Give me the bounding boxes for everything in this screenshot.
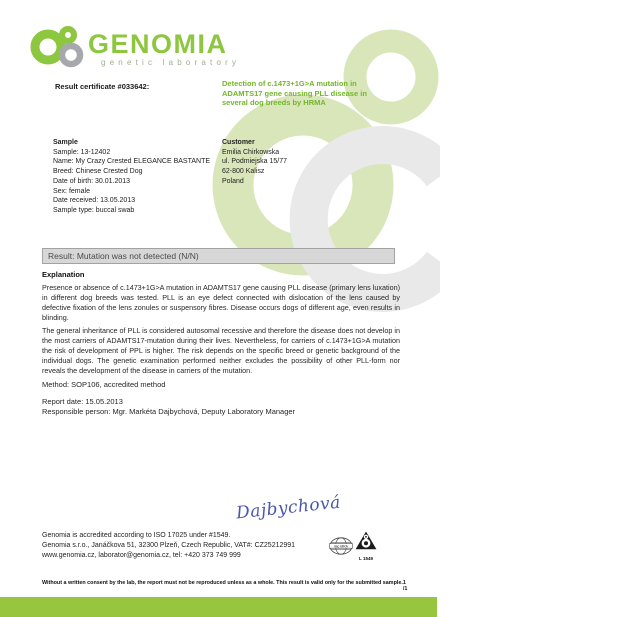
footer-contact-block xyxy=(42,531,295,561)
logo-text xyxy=(88,31,240,67)
genomia-logo xyxy=(28,25,240,71)
customer-country-line: Poland xyxy=(222,177,244,185)
genomia-logo-mark-icon xyxy=(28,25,84,71)
svg-text:ilac-MRA: ilac-MRA xyxy=(334,544,348,549)
cia-accreditation-badge xyxy=(354,531,378,561)
disclaimer-text: Without a written consent by the lab, the report must not be reproduced unless as a whole. This result is valid only for the submitted sample. xyxy=(42,580,403,586)
customer-info-block xyxy=(222,138,287,187)
sample-id-line: Sample: 13-12402 xyxy=(53,148,111,156)
sample-heading: Sample xyxy=(53,139,78,146)
customer-name-line: Emilia Chirkowska xyxy=(222,148,280,156)
brand-tagline: genetic laboratory xyxy=(101,58,241,67)
cia-triangle-icon xyxy=(355,531,377,550)
sample-sex-line: Sex: female xyxy=(53,187,90,195)
sample-birthdate-line: Date of birth: 30.01.2013 xyxy=(53,177,131,185)
report-date-line: Report date: 15.05.2013 xyxy=(42,397,123,406)
bottom-green-bar xyxy=(0,597,437,617)
brand-name: GENOMIA xyxy=(88,29,228,59)
method-line: Method: SOP106, accredited method xyxy=(42,380,166,389)
accreditation-number: L 1549 xyxy=(359,556,373,561)
footer-contact-line: www.genomia.cz, laborator@genomia.cz, tel: +420 373 749 999 xyxy=(42,552,241,559)
sample-type-line: Sample type: buccal swab xyxy=(53,206,135,214)
handwritten-signature: Dajbychová xyxy=(235,492,342,524)
test-title: Detection of c.1473+1G>A mutation in ADAMTS17 gene causing PLL disease in several dog breeds by HRMA xyxy=(222,79,367,107)
page-indicator: 1 /1 xyxy=(402,580,408,592)
footer-company-line: Genomia s.r.o., Janáčkova 51, 32300 Plzeň, Czech Republic, VAT#: CZ25212991 xyxy=(42,542,296,549)
disclaimer-row xyxy=(42,580,406,592)
footer-accreditation-line: Genomia is accredited according to ISO 17025 under #1549. xyxy=(42,532,231,539)
explanation-heading: Explanation xyxy=(42,270,85,279)
customer-heading: Customer xyxy=(222,139,255,146)
result-bar: Result: Mutation was not detected (N/N) xyxy=(42,248,395,264)
sample-info-block xyxy=(53,138,210,216)
sample-received-line: Date received: 13.05.2013 xyxy=(53,197,136,205)
ilac-mra-badge-icon xyxy=(329,537,353,560)
sample-name-line: Name: My Crazy Crested ELEGANCE BASTANTE xyxy=(53,158,211,166)
customer-city-line: 62-800 Kalisz xyxy=(222,168,265,176)
explanation-paragraph-1: Presence or absence of c.1473+1G>A mutation in ADAMTS17 gene causing PLL disease (primary lens luxation) in different dog breeds was tested. PLL is an eye defect connected with dislocation of the lens caused by defective fixation of the lens zonules or suspensory fibres. Disease occurs dogs of different age, even results in blinding. xyxy=(42,283,400,322)
certificate-number-label: Result certificate #033642: xyxy=(55,82,150,91)
sample-breed-line: Breed: Chinese Crested Dog xyxy=(53,168,143,176)
explanation-paragraph-2: The general inheritance of PLL is considered autosomal recessive and therefore the disease does not develop in the most carriers of ADAMTS17-mutation during their lives. Nevertheless, for carriers of c.1473+1G>A mutation the risk of development of PPL is higher. The risk depends on the specific breed or genetic background of the individual dogs. The genetic examination performed neither excludes the possibility of other PLL-form nor reveals the development of the disease in carriers of the mutation. xyxy=(42,326,400,375)
responsible-person-line: Responsible person: Mgr. Markéta Dajbychová, Deputy Laboratory Manager xyxy=(42,407,296,416)
customer-street-line: ul. Podmiejska 15/77 xyxy=(222,158,287,166)
